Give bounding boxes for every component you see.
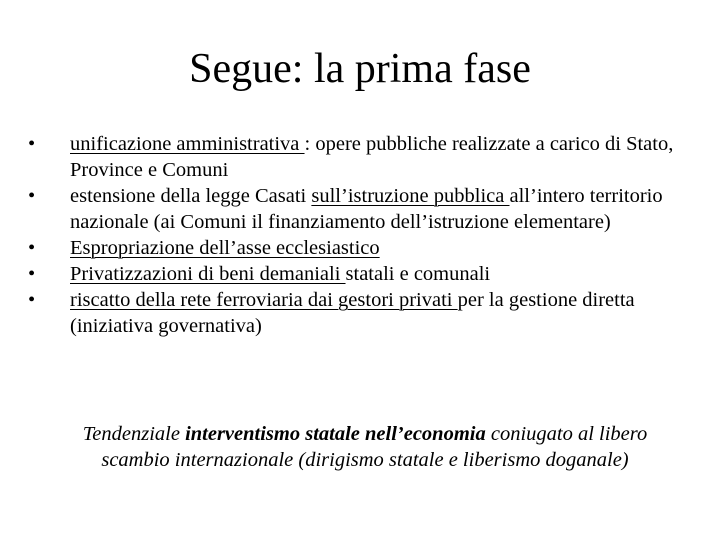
conclusion-part1: Tendenziale (82, 423, 186, 445)
bullet-item-unificazione (28, 131, 698, 183)
bullet-item-legge-casati (28, 183, 698, 235)
slide-title: Segue: la prima fase (189, 46, 531, 92)
bullet-marker: • (28, 289, 36, 311)
underlined-text: sull’istruzione pubblica (311, 185, 510, 207)
bullet-text: per la gestione diretta (iniziativa governativa) (70, 289, 635, 337)
bullet-item-espropriazione (28, 235, 698, 261)
bullet-marker: • (28, 133, 36, 155)
underlined-text: riscatto della rete ferroviaria dai gestori privati (70, 289, 458, 311)
bullet-marker: • (28, 185, 36, 207)
conclusion-emphasis: interventismo statale nell’economia (185, 423, 486, 445)
underlined-text: Espropriazione dell’asse ecclesiastico (70, 237, 380, 259)
bullet-text: : opere pubbliche realizzate a carico di Stato, Province e Comuni (70, 133, 674, 181)
bullet-text: estensione della legge Casati (70, 185, 312, 207)
bullet-item-privatizzazioni (28, 261, 698, 287)
bullet-marker: • (28, 263, 36, 285)
bullet-text: statali e comunali (345, 263, 491, 285)
conclusion-part2: coniugato al libero scambio internazionale (dirigismo statale e liberismo doganale) (101, 423, 648, 471)
bullet-list (28, 131, 698, 339)
underlined-text: unificazione amministrativa (70, 133, 305, 155)
underlined-text: Privatizzazioni di beni demaniali (70, 263, 346, 285)
conclusion-text (50, 421, 680, 473)
bullet-marker: • (28, 237, 36, 259)
bullet-item-riscatto (28, 287, 698, 339)
bullet-text: all’intero territorio nazionale (ai Comuni il finanziamento dell’istruzione elementare) (70, 185, 663, 233)
